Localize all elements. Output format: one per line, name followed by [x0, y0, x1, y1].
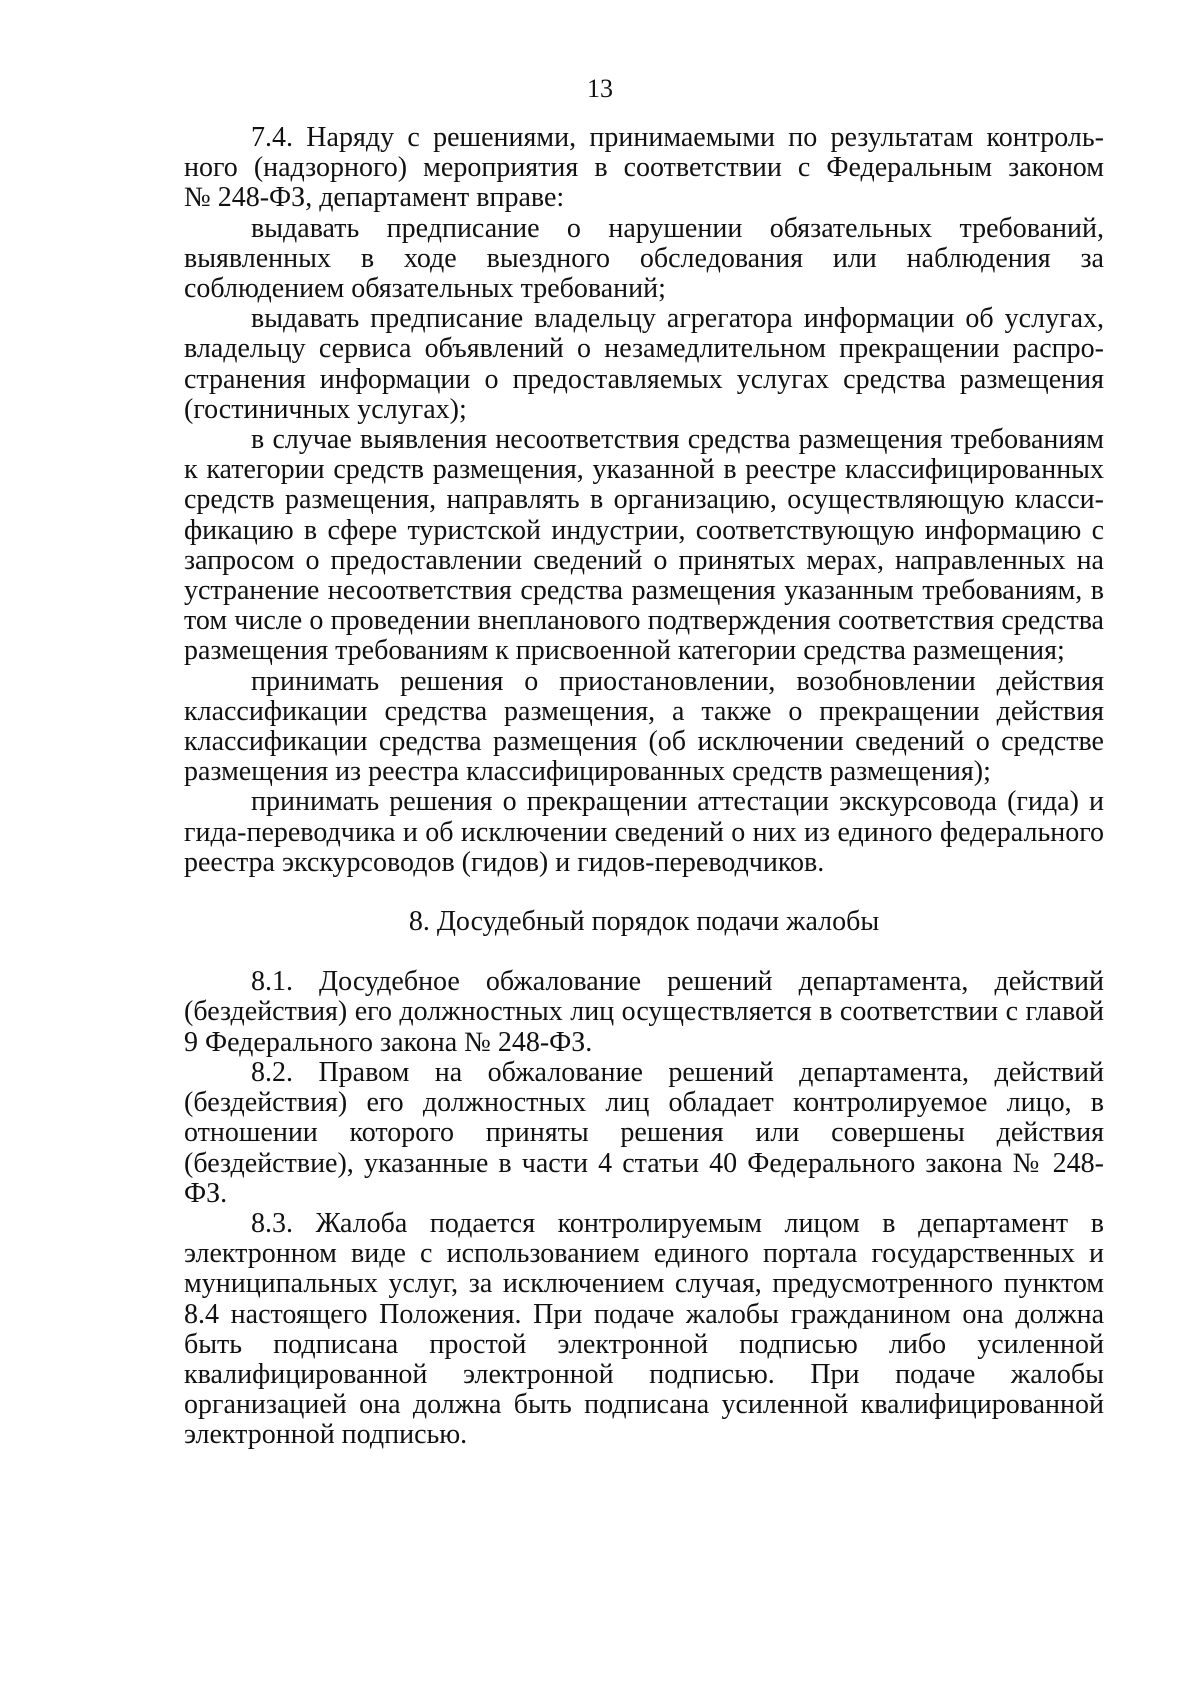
- paragraph-suspend-classification: принимать решения о приостановлении, возобновлении действия классификации средства размещения, а также о прекращении действия классификации средства размещения (об исключении сведений о средстве размещения из реестра классифицированных средств размещения);: [184, 665, 1104, 788]
- paragraph-8-2: 8.2. Правом на обжалование решений департамента, действий (бездействия) его должностных лиц обладает контролируемое лицо, в отношении которого приняты решения или совершены действия (бездействие), указанные в части 4 статьи 40 Федерального закона № 248-ФЗ.: [184, 1056, 1104, 1209]
- paragraph-8-3: 8.3. Жалоба подается контролируемым лицом в департамент в электронном виде с использованием единого портала государственных и муниципальных услуг, за исключением случая, предусмотренного пунктом 8.4 настоящего Положения. При подаче жалобы гражданином она должна быть подписана простой электронной подписью либо усиленной квалифицированной электронной подписью. При подаче жалобы организацией она должна быть подписана усиленной квалифицированной электронной подписью.: [184, 1207, 1104, 1451]
- document-body: [184, 123, 1104, 1451]
- paragraph-7-4: 7.4. Наряду с решениями, принимаемыми по результатам контрольного (надзорного) мероприятия в соответствии с Федеральным законом № 248-ФЗ, департамент вправе:: [184, 122, 1104, 214]
- section-heading-8: 8. Досудебный порядок подачи жалобы: [408, 906, 880, 938]
- paragraph-aggregator-order: выдавать предписание владельцу агрегатора информации об услугах, владельцу сервиса объявлений о незамедлительном прекращении распространения информации о предоставляемых услугах средства размещения (гостиничных услугах);: [184, 303, 1104, 425]
- paragraph-8-1: 8.1. Досудебное обжалование решений департамента, действий (бездействия) его должностных лиц осуществляется в соответствии с главой 9 Федерального закона № 248-ФЗ.: [184, 966, 1104, 1058]
- paragraph-guide-attestation: принимать решения о прекращении аттестации экскурсовода (гида) и гида-переводчика и об исключении сведений о них из единого федерального реестра экскурсоводов (гидов) и гидов-переводчиков.: [184, 786, 1104, 878]
- paragraph-issue-order: выдавать предписание о нарушении обязательных требований, выявленных в ходе выездного обследования или наблюдения за соблюдением обязательных требований;: [184, 212, 1104, 305]
- page-number: 13: [587, 74, 613, 103]
- paragraph-classification-mismatch: в случае выявления несоответствия средства размещения требованиям к категории средств размещения, указанной в реестре классифицированных средств размещения, направлять в организацию, осуществляющую классификацию в сфере туристской индустрии, соответствующую информацию с запросом о предоставлении сведений о принятых мерах, направленных на устранение несоответствия средства размещения указанным требованиям, в том числе о проведении внепланового подтверждения соответствия средства размещения требованиям к присвоенной категории средства размещения;: [184, 424, 1104, 667]
